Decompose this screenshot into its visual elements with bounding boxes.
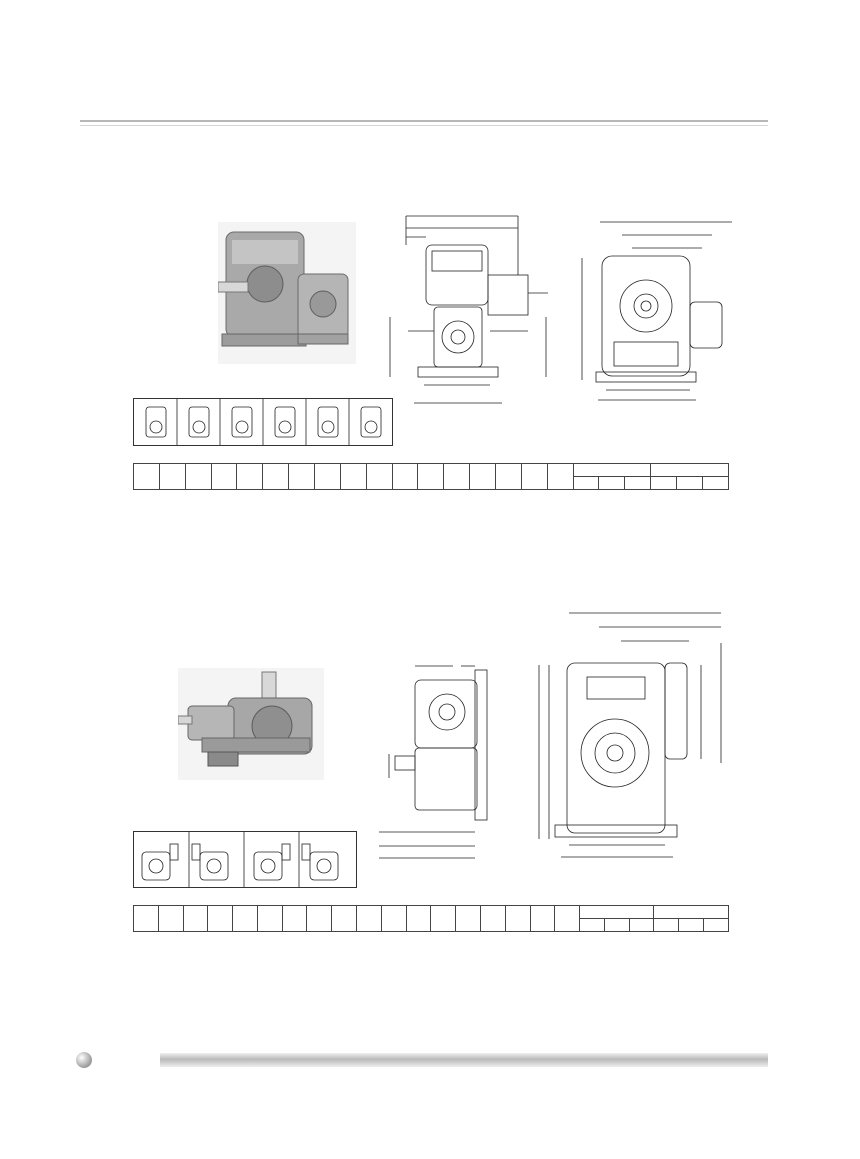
th-ls [654, 919, 679, 932]
wpwea-mount-diagrams [133, 398, 393, 446]
wpweo-product-photo [178, 668, 324, 780]
th-col [505, 906, 530, 932]
wpwea-spec-table [133, 463, 729, 490]
th-col [340, 464, 366, 490]
wpwea-side-view-drawing [378, 205, 560, 425]
th-u [599, 477, 625, 490]
th-wy [702, 477, 728, 490]
th-col [418, 464, 444, 490]
th-col [289, 464, 315, 490]
th-col [263, 464, 289, 490]
th-col [208, 906, 233, 932]
th-col [237, 464, 263, 490]
th-col [282, 906, 307, 932]
th-col [480, 906, 505, 932]
th-col [332, 906, 357, 932]
th-s [679, 919, 704, 932]
th-col [406, 906, 431, 932]
th-col [470, 464, 496, 490]
wpweo-spec-table [133, 905, 729, 932]
title-rule [80, 120, 768, 122]
th-col [307, 906, 332, 932]
th-col [381, 906, 406, 932]
th-tv [625, 477, 651, 490]
th-output-shaft [654, 906, 729, 919]
th-model [134, 464, 160, 490]
th-hs [573, 477, 599, 490]
th-col [257, 906, 282, 932]
th-col [496, 464, 522, 490]
th-col [431, 906, 456, 932]
th-ratio [158, 906, 183, 932]
th-col [456, 906, 481, 932]
th-ratio [159, 464, 185, 490]
th-col [530, 906, 555, 932]
wpwea-front-view-drawing [562, 210, 737, 410]
footer-bar [160, 1053, 768, 1067]
th-col [547, 464, 573, 490]
th-model [134, 906, 159, 932]
th-col [366, 464, 392, 490]
th-col [555, 906, 580, 932]
th-col [521, 464, 547, 490]
th-col [444, 464, 470, 490]
th-col [357, 906, 382, 932]
title-rule-thin [80, 125, 768, 126]
th-col [183, 906, 208, 932]
wpwea-product-photo [218, 222, 356, 364]
th-col [211, 464, 237, 490]
footer-bullet [76, 1052, 92, 1068]
wpweo-side-view-drawing [375, 660, 495, 870]
th-ls [651, 477, 677, 490]
th-s [677, 477, 703, 490]
th-wy [703, 919, 728, 932]
th-tv [629, 919, 654, 932]
wpweo-mount-diagrams [133, 831, 357, 888]
th-u [604, 919, 629, 932]
th-col [392, 464, 418, 490]
th-hs [580, 919, 605, 932]
th-output-shaft [651, 464, 729, 477]
th-col [233, 906, 258, 932]
th-input-shaft [573, 464, 651, 477]
th-col [185, 464, 211, 490]
th-col [315, 464, 341, 490]
wpweo-front-view-drawing [525, 603, 737, 865]
th-input-shaft [580, 906, 654, 919]
